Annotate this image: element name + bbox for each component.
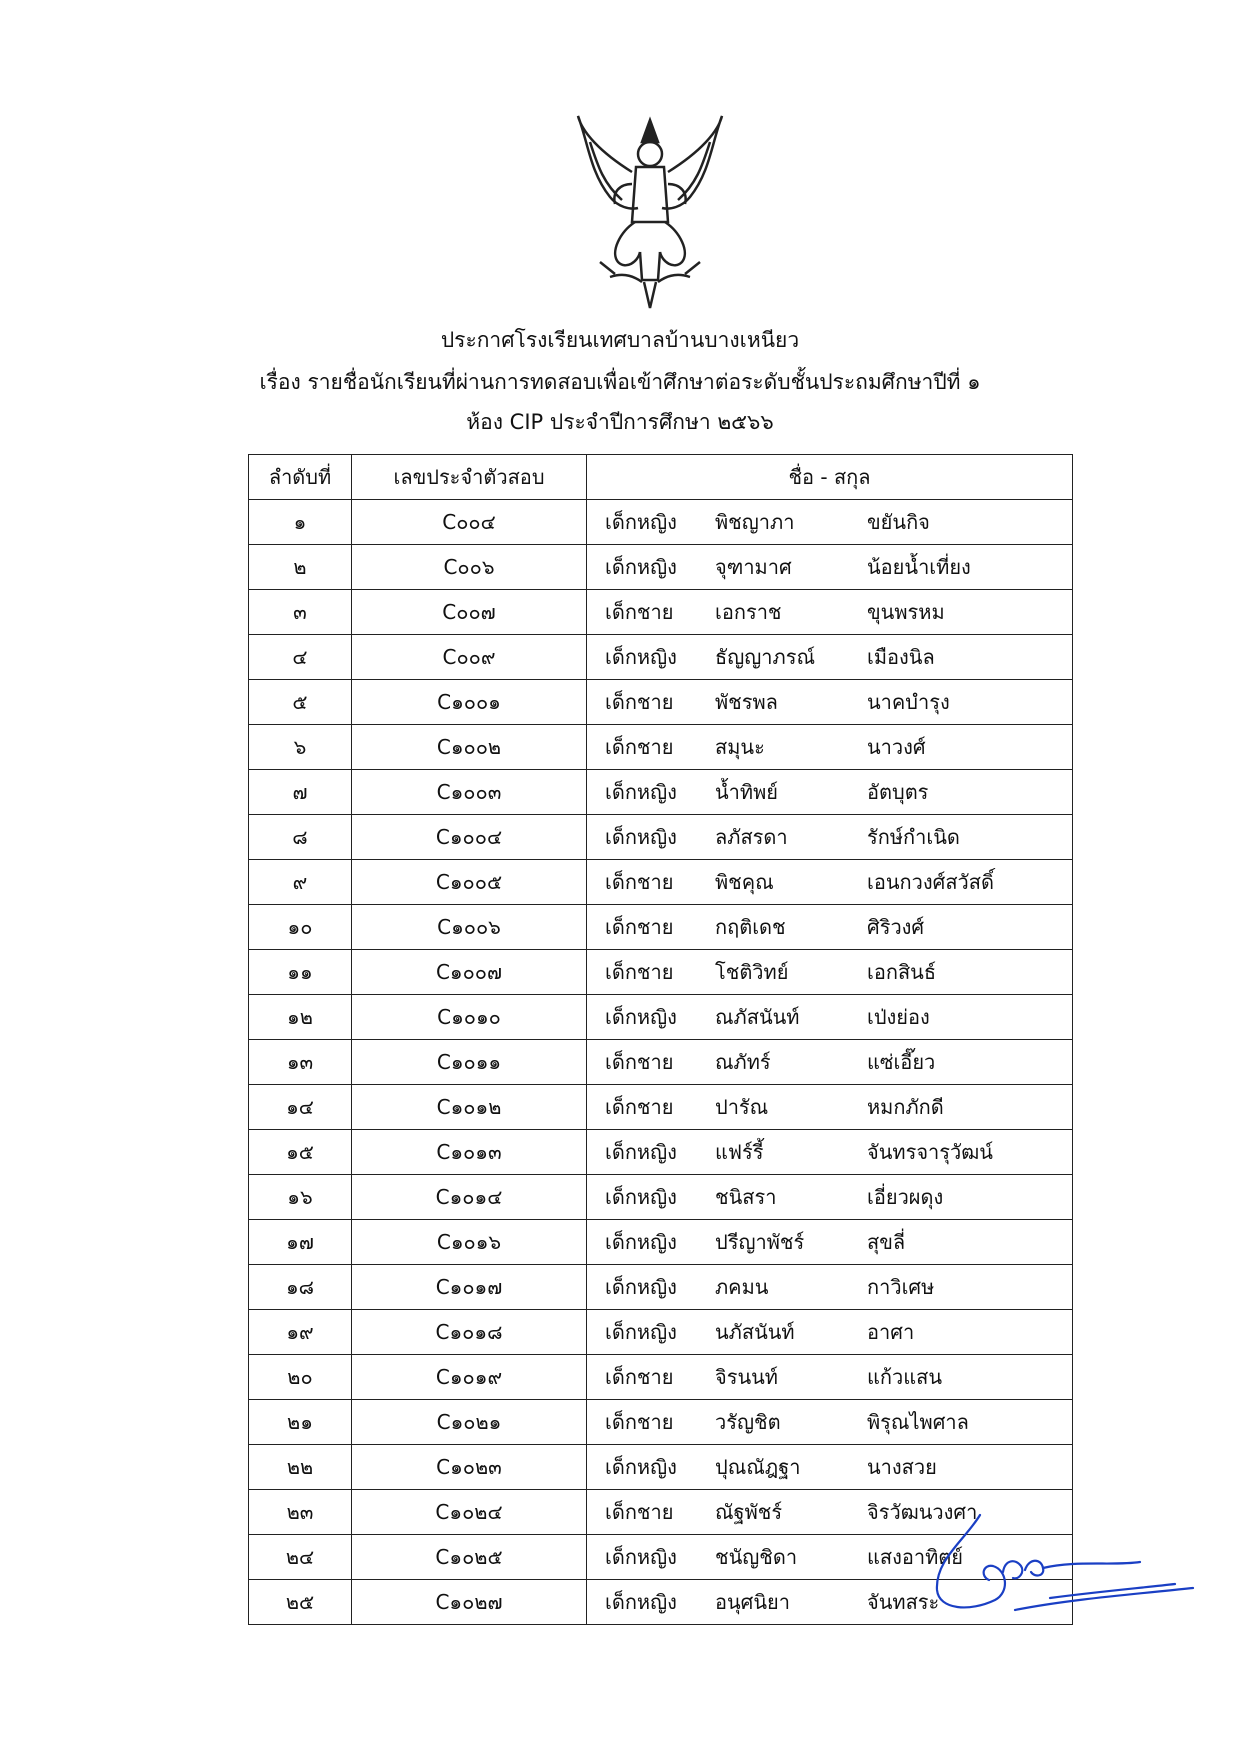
first-name: ชนัญชิดา	[715, 1545, 798, 1569]
row-exam-id: C๐๐๙	[352, 635, 587, 680]
table-row	[249, 905, 1073, 950]
row-order-number: ๑๙	[249, 1310, 352, 1355]
row-exam-id: C๑๐๐๑	[352, 680, 587, 725]
last-name: เป่งย่อง	[867, 1005, 930, 1029]
row-student-name	[587, 905, 1073, 950]
row-student-name	[587, 1355, 1073, 1400]
name-prefix: เด็กหญิง	[605, 1185, 677, 1209]
last-name: เอกสินธ์	[867, 960, 937, 984]
row-exam-id: C๑๐๐๗	[352, 950, 587, 995]
row-order-number: ๘	[249, 815, 352, 860]
table-row	[249, 590, 1073, 635]
row-exam-id: C๑๐๑๔	[352, 1175, 587, 1220]
row-exam-id: C๑๐๑๓	[352, 1130, 587, 1175]
row-exam-id: C๑๐๑๗	[352, 1265, 587, 1310]
row-student-name	[587, 545, 1073, 590]
row-order-number: ๗	[249, 770, 352, 815]
row-exam-id: C๑๐๐๖	[352, 905, 587, 950]
row-exam-id: C๑๐๐๒	[352, 725, 587, 770]
row-order-number: ๑๕	[249, 1130, 352, 1175]
table-row	[249, 635, 1073, 680]
row-order-number: ๒๐	[249, 1355, 352, 1400]
row-student-name	[587, 995, 1073, 1040]
table-row	[249, 545, 1073, 590]
name-prefix: เด็กหญิง	[605, 645, 677, 669]
signature-mark	[925, 1500, 1225, 1630]
table-row	[249, 500, 1073, 545]
first-name: น้ำทิพย์	[715, 780, 778, 804]
table-row	[249, 1040, 1073, 1085]
table-row	[249, 1400, 1073, 1445]
name-prefix: เด็กหญิง	[605, 780, 677, 804]
first-name: ปุณณัฎฐา	[715, 1455, 801, 1479]
last-name: เมืองนิล	[867, 645, 935, 669]
announcement-subject: เรื่อง รายชื่อนักเรียนที่ผ่านการทดสอบเพื่อเข้าศึกษาต่อระดับชั้นประถมศึกษาปีที่ ๑	[259, 370, 981, 394]
table-row	[249, 1175, 1073, 1220]
row-student-name	[587, 1445, 1073, 1490]
row-order-number: ๕	[249, 680, 352, 725]
name-prefix: เด็กหญิง	[605, 1230, 677, 1254]
last-name: สุขลี่	[867, 1230, 906, 1254]
last-name: นางสวย	[867, 1455, 937, 1479]
name-prefix: เด็กชาย	[605, 1500, 674, 1524]
row-student-name	[587, 635, 1073, 680]
row-student-name	[587, 1040, 1073, 1085]
table-row	[249, 1220, 1073, 1265]
first-name: สมุนะ	[715, 735, 765, 759]
row-order-number: ๔	[249, 635, 352, 680]
row-order-number: ๑	[249, 500, 352, 545]
first-name: โชติวิทย์	[715, 960, 789, 984]
row-order-number: ๓	[249, 590, 352, 635]
last-name: นาคบำรุง	[867, 690, 950, 714]
last-name: น้อยน้ำเที่ยง	[867, 555, 971, 579]
name-prefix: เด็กหญิง	[605, 1140, 677, 1164]
name-prefix: เด็กหญิง	[605, 1455, 677, 1479]
row-exam-id: C๑๐๐๔	[352, 815, 587, 860]
row-student-name	[587, 1130, 1073, 1175]
first-name: ณภัทร์	[715, 1050, 771, 1074]
name-prefix: เด็กหญิง	[605, 1275, 677, 1299]
column-header-exam-id: เลขประจำตัวสอบ	[352, 455, 587, 500]
table-row	[249, 1310, 1073, 1355]
row-student-name	[587, 1400, 1073, 1445]
row-exam-id: C๑๐๑๘	[352, 1310, 587, 1355]
first-name: กฤติเดช	[715, 915, 786, 939]
table-row	[249, 1445, 1073, 1490]
name-prefix: เด็กหญิง	[605, 555, 677, 579]
row-student-name	[587, 770, 1073, 815]
table-row	[249, 860, 1073, 905]
table-row	[249, 1355, 1073, 1400]
first-name: ปารัณ	[715, 1095, 769, 1119]
first-name: จิรนนท์	[715, 1365, 778, 1389]
garuda-emblem-icon	[570, 112, 730, 312]
first-name: อนุศนิยา	[715, 1590, 790, 1614]
table-row	[249, 680, 1073, 725]
row-student-name	[587, 1310, 1073, 1355]
row-exam-id: C๑๐๒๗	[352, 1580, 587, 1625]
name-prefix: เด็กชาย	[605, 870, 674, 894]
last-name: แซ่เอี๊ยว	[867, 1050, 936, 1074]
first-name: ณัฐพัชร์	[715, 1500, 783, 1524]
first-name: ชนิสรา	[715, 1185, 777, 1209]
first-name: พิชญาภา	[715, 510, 795, 534]
row-order-number: ๑๘	[249, 1265, 352, 1310]
first-name: ณภัสนันท์	[715, 1005, 800, 1029]
row-student-name	[587, 1085, 1073, 1130]
first-name: ภคมน	[715, 1275, 769, 1299]
row-order-number: ๙	[249, 860, 352, 905]
row-order-number: ๖	[249, 725, 352, 770]
table-row	[249, 815, 1073, 860]
row-exam-id: C๑๐๒๕	[352, 1535, 587, 1580]
name-prefix: เด็กชาย	[605, 1050, 674, 1074]
first-name: ปรีญาพัชร์	[715, 1230, 805, 1254]
row-student-name	[587, 590, 1073, 635]
row-student-name	[587, 1175, 1073, 1220]
first-name: จุฑามาศ	[715, 555, 792, 579]
table-row	[249, 770, 1073, 815]
column-header-order: ลำดับที่	[249, 455, 352, 500]
table-row	[249, 725, 1073, 770]
last-name: นาวงศ์	[867, 735, 926, 759]
row-exam-id: C๐๐๖	[352, 545, 587, 590]
last-name: ศิริวงศ์	[867, 915, 925, 939]
last-name: เอนกวงศ์สวัสดิ์	[867, 870, 994, 894]
last-name: กาวิเศษ	[867, 1275, 935, 1299]
row-student-name	[587, 815, 1073, 860]
last-name: ขยันกิจ	[867, 510, 930, 534]
name-prefix: เด็กหญิง	[605, 510, 677, 534]
name-prefix: เด็กชาย	[605, 1095, 674, 1119]
column-header-name: ชื่อ - สกุล	[587, 455, 1073, 500]
name-prefix: เด็กหญิง	[605, 1005, 677, 1029]
first-name: ธัญญาภรณ์	[715, 645, 815, 669]
row-exam-id: C๑๐๑๒	[352, 1085, 587, 1130]
name-prefix: เด็กหญิง	[605, 1590, 677, 1614]
row-student-name	[587, 680, 1073, 725]
row-exam-id: C๑๐๐๕	[352, 860, 587, 905]
table-header-row	[249, 455, 1073, 500]
name-prefix: เด็กชาย	[605, 600, 674, 624]
name-prefix: เด็กชาย	[605, 690, 674, 714]
row-exam-id: C๐๐๔	[352, 500, 587, 545]
announcement-title: ประกาศโรงเรียนเทศบาลบ้านบางเหนียว	[440, 328, 800, 352]
last-name: จันทสระ	[867, 1590, 940, 1614]
name-prefix: เด็กชาย	[605, 1365, 674, 1389]
last-name: จันทรจารุวัฒน์	[867, 1140, 993, 1164]
last-name: แก้วแสน	[867, 1365, 942, 1389]
row-exam-id: C๑๐๒๓	[352, 1445, 587, 1490]
row-exam-id: C๑๐๑๐	[352, 995, 587, 1040]
last-name: พิรุณไพศาล	[867, 1410, 969, 1434]
row-order-number: ๒	[249, 545, 352, 590]
row-order-number: ๒๓	[249, 1490, 352, 1535]
row-exam-id: C๑๐๐๓	[352, 770, 587, 815]
row-exam-id: C๑๐๑๖	[352, 1220, 587, 1265]
row-order-number: ๒๔	[249, 1535, 352, 1580]
name-prefix: เด็กชาย	[605, 915, 674, 939]
name-prefix: เด็กชาย	[605, 960, 674, 984]
last-name: รักษ์กำเนิด	[867, 825, 960, 849]
row-order-number: ๒๕	[249, 1580, 352, 1625]
row-exam-id: C๐๐๗	[352, 590, 587, 635]
row-student-name	[587, 860, 1073, 905]
last-name: หมกภักดี	[867, 1095, 944, 1119]
row-exam-id: C๑๐๒๑	[352, 1400, 587, 1445]
table-row	[249, 950, 1073, 995]
last-name: อัตบุตร	[867, 780, 929, 804]
table-row	[249, 995, 1073, 1040]
first-name: วรัญชิต	[715, 1410, 781, 1434]
row-exam-id: C๑๐๑๙	[352, 1355, 587, 1400]
row-exam-id: C๑๐๒๔	[352, 1490, 587, 1535]
row-order-number: ๑๒	[249, 995, 352, 1040]
row-student-name	[587, 1220, 1073, 1265]
name-prefix: เด็กหญิง	[605, 1545, 677, 1569]
last-name: ขุนพรหม	[867, 600, 945, 624]
first-name: เอกราช	[715, 600, 782, 624]
row-student-name	[587, 500, 1073, 545]
row-order-number: ๑๓	[249, 1040, 352, 1085]
first-name: พัชรพล	[715, 690, 778, 714]
first-name: พิชคุณ	[715, 870, 774, 894]
first-name: แฟร์รี้	[715, 1140, 764, 1164]
row-exam-id: C๑๐๑๑	[352, 1040, 587, 1085]
name-prefix: เด็กหญิง	[605, 1320, 677, 1344]
row-order-number: ๒๑	[249, 1400, 352, 1445]
name-prefix: เด็กหญิง	[605, 825, 677, 849]
row-order-number: ๑๔	[249, 1085, 352, 1130]
table-row	[249, 1130, 1073, 1175]
announcement-class-year: ห้อง CIP ประจำปีการศึกษา ๒๕๖๖	[466, 410, 774, 434]
row-order-number: ๑๖	[249, 1175, 352, 1220]
row-order-number: ๑๗	[249, 1220, 352, 1265]
row-student-name	[587, 950, 1073, 995]
first-name: ลภัสรดา	[715, 825, 788, 849]
first-name: นภัสนันท์	[715, 1320, 795, 1344]
last-name: จิรวัฒนวงศา	[867, 1500, 978, 1524]
row-student-name	[587, 725, 1073, 770]
row-order-number: ๑๐	[249, 905, 352, 950]
last-name: อาศา	[867, 1320, 915, 1344]
student-roster-table	[248, 454, 1073, 1625]
table-row	[249, 1085, 1073, 1130]
name-prefix: เด็กชาย	[605, 1410, 674, 1434]
row-order-number: ๒๒	[249, 1445, 352, 1490]
last-name: แสงอาทิตย์	[867, 1545, 963, 1569]
row-order-number: ๑๑	[249, 950, 352, 995]
row-student-name	[587, 1265, 1073, 1310]
last-name: เอี่ยวผดุง	[867, 1185, 944, 1209]
name-prefix: เด็กชาย	[605, 735, 674, 759]
table-row	[249, 1265, 1073, 1310]
